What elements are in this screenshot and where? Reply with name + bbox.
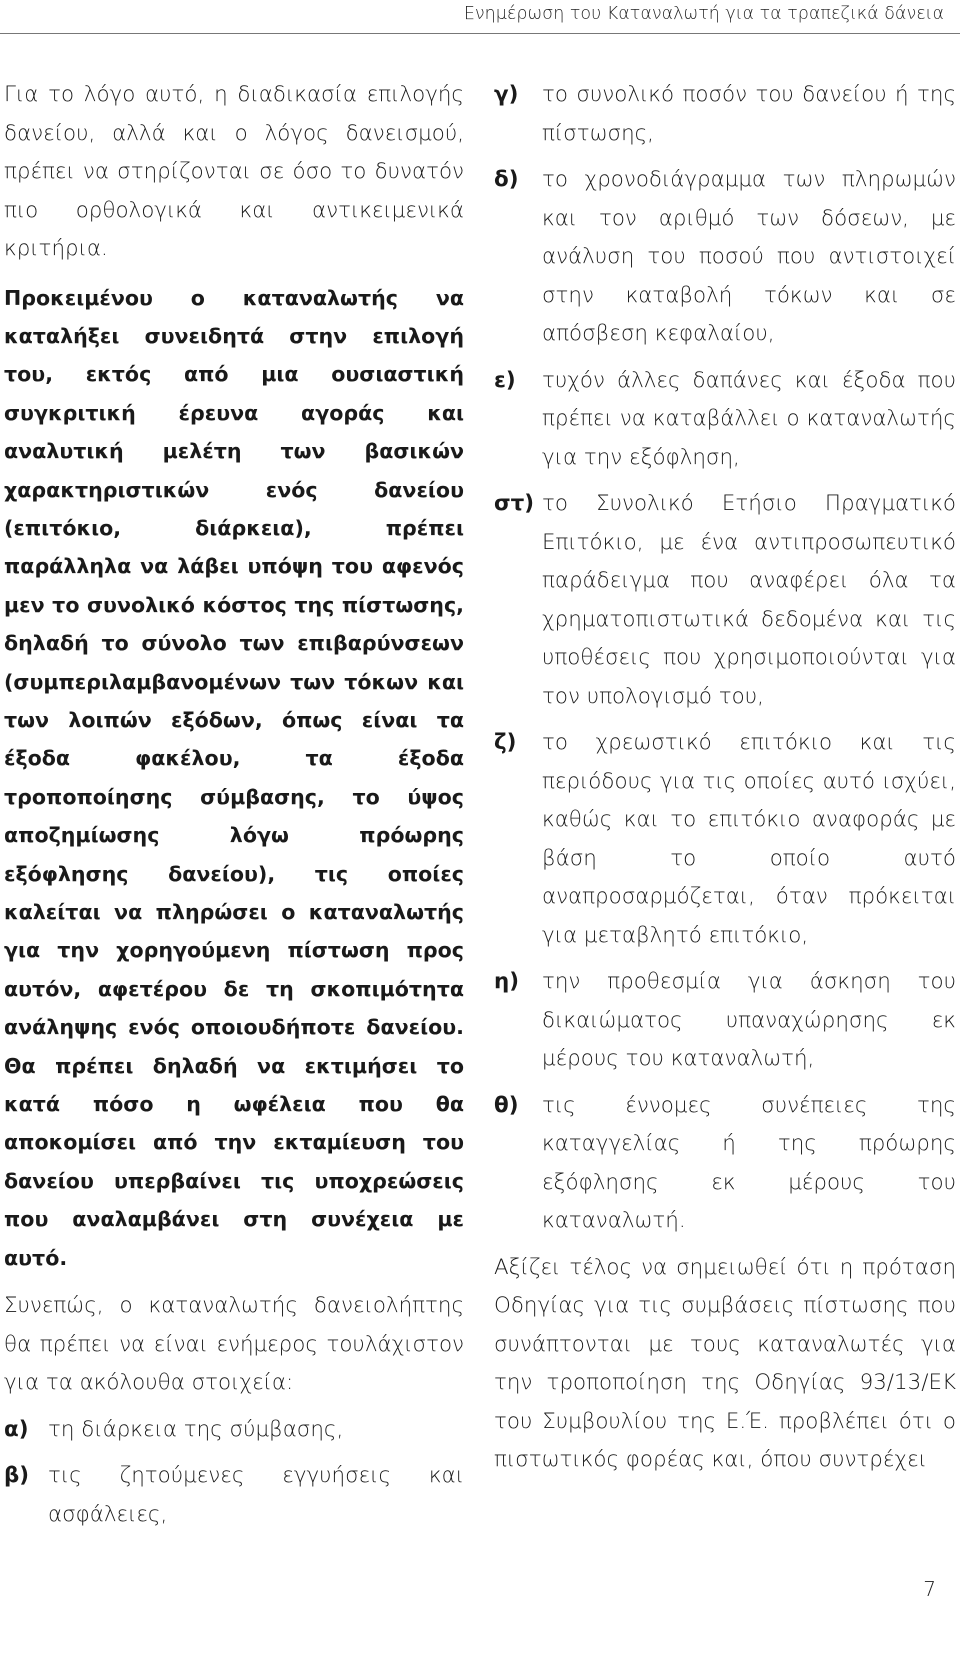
list-item <box>494 963 956 1079</box>
list-text: το χρονοδιάγραμμα των πληρωμών και τον αριθμό των δόσεων, με ανάλυση του ποσού που αντιστοιχεί στην καταβολή τόκων και σε απόσβεση κεφαλαίου, <box>542 167 956 346</box>
list-text: την προθεσμία για άσκηση του δικαιώματος υπαναχώρησης εκ μέρους του καταναλωτή, <box>542 969 956 1071</box>
list-marker: ζ) <box>494 730 517 755</box>
list-marker: α) <box>4 1416 29 1442</box>
right-column <box>494 76 956 1480</box>
list-text: τη διάρκεια της σύμβασης, <box>48 1416 344 1442</box>
list-marker: δ) <box>494 167 519 192</box>
running-header: Ενημέρωση του Καταναλωτή για τα τραπεζικά δάνεια <box>463 4 944 24</box>
left-column <box>4 76 464 1534</box>
list-item <box>494 362 956 478</box>
list-text: το χρεωστικό επιτόκιο και τις περιόδους για τις οποίες αυτό ισχύει, καθώς και το επιτόκιο αναφοράς με βάση το οποίο αυτό αναπροσαρμόζεται, όταν πρόκειται για μεταβλητό επιτόκιο, <box>542 730 956 948</box>
list-item <box>4 1411 464 1450</box>
page-number: 7 <box>923 1577 936 1601</box>
paragraph-bold-consideration: Προκειμένου ο καταναλωτής να καταλήξει συνειδητά στην επιλογή του, εκτός από μια ουσιαστική συγκριτική έρευνα αγοράς και αναλυτική μελέτη των βασικών χαρακτηριστικών ενός δανείου (επιτόκιο, διάρκεια), πρέπει παράλληλα να λάβει υπόψη του αφενός μεν το συνολικό κόστος της πίστωσης, δηλαδή το σύνολο των επιβαρύνσεων (συμπεριλαμβανομένων των τόκων και των λοιπών εξόδων, όπως είναι τα έξοδα φακέλου, τα έξοδα τροποποίησης σύμβασης, το ύψος αποζημίωσης λόγω πρόωρης εξόφλησης δανείου), τις οποίες καλείται να πληρώσει ο καταναλωτής για την χορηγούμενη πίστωση προς αυτόν, αφετέρου δε τη σκοπιμότητα ανάληψης ενός οποιουδήποτε δανείου. Θα πρέπει δηλαδή να εκτιμήσει το κατά πόσο η ωφέλεια που θα αποκομίσει από την εκταμίευση του δανείου υπερβαίνει τις υποχρεώσεις που αναλαμβάνει στη συνέχεια με αυτό. <box>4 285 464 1270</box>
paragraph-directive: Αξίζει τέλος να σημειωθεί ότι η πρόταση Οδηγίας για τις συμβάσεις πίστωσης που συνάπτονται με τους καταναλωτές για την τροποποίηση της Οδηγίας 93/13/ΕΚ του Συμβουλίου της Ε.Έ. προβλέπει ότι ο πιστωτικός φορέας και, όπου συντρέχει <box>494 1254 956 1472</box>
list-item <box>494 76 956 153</box>
list-marker: στ) <box>494 491 535 516</box>
list-marker: β) <box>4 1463 30 1489</box>
paragraph-consequently: Συνεπώς, ο καταναλωτής δανειολήπτης θα πρέπει να είναι ενήμερος τουλάχιστον για τα ακόλουθα στοιχεία: <box>4 1293 464 1396</box>
list-marker: γ) <box>494 82 519 107</box>
list-marker: θ) <box>494 1092 519 1118</box>
list-marker: ε) <box>494 367 516 393</box>
list-text: τυχόν άλλες δαπάνες και έξοδα που πρέπει να καταβάλλει ο καταναλωτής για την εξόφληση, <box>542 367 956 470</box>
list-text: το συνολικό ποσόν του δανείου ή της πίστωσης, <box>542 82 956 146</box>
list-item <box>4 1457 464 1534</box>
list-item <box>494 1087 956 1241</box>
list-text: τις ζητούμενες εγγυήσεις και ασφάλειες, <box>48 1463 464 1527</box>
list-item <box>494 485 956 716</box>
paragraph-intro: Για το λόγο αυτό, η διαδικασία επιλογής δανείου, αλλά και ο λόγος δανεισμού, πρέπει να στηρίζονται σε όσο το δυνατόν πιο ορθολογικά και αντικειμενικά κριτήρια. <box>4 82 464 261</box>
list-text: τις έννομες συνέπειες της καταγγελίας ή της πρόωρης εξόφλησης εκ μέρους του καταναλωτή. <box>542 1092 956 1233</box>
list-item <box>494 161 956 354</box>
list-marker: η) <box>494 969 520 994</box>
list-text: το Συνολικό Ετήσιο Πραγματικό Επιτόκιο, με ένα αντιπροσωπευτικό παράδειγμα που αναφέρει όλα τα χρηματοπιστωτικά δεδομένα και τις υποθέσεις που χρησιμοποιούνται για τον υπολογισμό του, <box>542 491 956 709</box>
list-item <box>494 724 956 955</box>
header-rule <box>0 33 960 34</box>
